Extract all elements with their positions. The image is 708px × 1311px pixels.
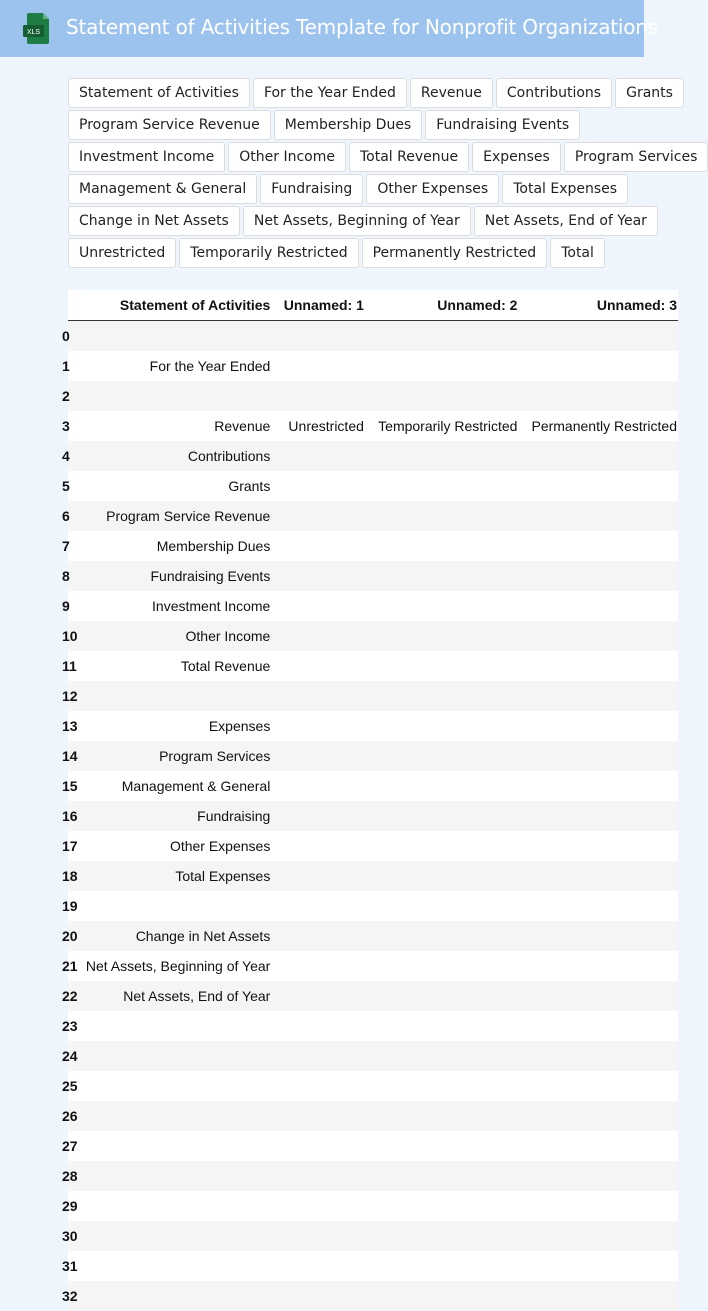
table-cell [271,441,365,471]
tag-row [68,206,688,238]
table-cell [518,621,678,651]
table-row [68,471,678,501]
row-index: 7 [68,531,79,561]
tag-row [68,174,688,206]
table-cell: Membership Dues [79,531,272,561]
table-cell: Fundraising [79,801,272,831]
row-index: 25 [68,1071,79,1101]
keyword-tag[interactable]: Net Assets, End of Year [474,206,658,236]
table-row [68,351,678,381]
column-header: Unnamed: 1 [271,290,365,321]
row-index: 13 [68,711,79,741]
keyword-tag[interactable]: Other Income [228,142,346,172]
excel-file-icon [23,13,49,44]
row-index: 27 [68,1131,79,1161]
table-cell [271,531,365,561]
table-cell [518,831,678,861]
table-row [68,1131,678,1161]
table-cell: Net Assets, Beginning of Year [79,951,272,981]
table-cell: Program Service Revenue [79,501,272,531]
table-cell [79,1191,272,1221]
column-header: Statement of Activities [79,290,272,321]
table-cell [365,381,519,411]
table-cell [365,531,519,561]
table-cell: Unrestricted [271,411,365,441]
table-cell [365,441,519,471]
table-header-row [68,290,678,321]
table-cell [271,951,365,981]
table-cell [271,501,365,531]
keyword-tag[interactable]: Temporarily Restricted [179,238,358,268]
row-index: 3 [68,411,79,441]
table-row [68,891,678,921]
table-cell [518,381,678,411]
table-cell [518,1281,678,1311]
table-cell [518,531,678,561]
table-cell [365,1191,519,1221]
title-bar [0,0,644,57]
keyword-tag[interactable]: Grants [615,78,684,108]
table-cell [518,1041,678,1071]
table-cell: Total Expenses [79,861,272,891]
table-cell: Temporarily Restricted [365,411,519,441]
table-cell [271,1011,365,1041]
table-cell [79,1071,272,1101]
row-index: 8 [68,561,79,591]
table-cell [365,981,519,1011]
table-cell [79,1161,272,1191]
table-cell [271,771,365,801]
table-cell [271,561,365,591]
tag-row [68,142,688,174]
keyword-tag[interactable]: Other Expenses [366,174,499,204]
table-row [68,1071,678,1101]
table-cell [518,861,678,891]
table-cell [518,771,678,801]
table-cell [365,801,519,831]
table-row [68,951,678,981]
table-cell: Program Services [79,741,272,771]
table-cell [271,1281,365,1311]
table-cell [271,681,365,711]
table-cell [518,801,678,831]
table-cell [365,1221,519,1251]
table-cell [365,471,519,501]
row-index: 12 [68,681,79,711]
table-cell [518,651,678,681]
row-index: 31 [68,1251,79,1281]
table-cell [518,1221,678,1251]
table-cell [365,891,519,921]
table-cell [518,681,678,711]
table-cell [271,861,365,891]
table-cell [365,951,519,981]
data-table [68,290,678,1311]
table-cell [271,831,365,861]
table-cell [271,801,365,831]
table-cell [365,1011,519,1041]
keyword-tag[interactable]: Unrestricted [68,238,176,268]
table-cell: Total Revenue [79,651,272,681]
table-cell [271,741,365,771]
table-cell [518,711,678,741]
table-cell [79,1011,272,1041]
table-row [68,1161,678,1191]
table-cell [271,981,365,1011]
table-cell [365,561,519,591]
keyword-tag[interactable]: Total Expenses [502,174,628,204]
table-cell: Change in Net Assets [79,921,272,951]
keyword-tag[interactable]: Statement of Activities [68,78,250,108]
table-cell [518,351,678,381]
table-cell [518,471,678,501]
page-title: Statement of Activities Template for Nonprofit Organizations [66,15,658,39]
table-cell [365,831,519,861]
table-cell [271,591,365,621]
table-cell [79,321,272,352]
table-cell [271,891,365,921]
table-cell [79,1281,272,1311]
table-row [68,681,678,711]
row-index: 0 [68,321,79,352]
table-cell [518,1131,678,1161]
tag-row [68,110,688,142]
table-cell [79,1041,272,1071]
table-row [68,531,678,561]
table-cell [365,861,519,891]
table-cell [79,1221,272,1251]
table-cell [365,771,519,801]
table-row [68,1251,678,1281]
row-index: 1 [68,351,79,381]
table-body [68,321,678,1311]
table-cell [271,1221,365,1251]
table-cell [271,921,365,951]
table-cell [518,1161,678,1191]
table-row [68,1281,678,1311]
keyword-tags [68,78,688,270]
table-cell [365,921,519,951]
keyword-tag[interactable]: Expenses [472,142,561,172]
table-cell [271,1041,365,1071]
row-index: 29 [68,1191,79,1221]
table-row [68,651,678,681]
table-cell [365,1251,519,1281]
keyword-tag[interactable]: Revenue [410,78,493,108]
table-row [68,501,678,531]
excel-icon-label: XLS [27,29,41,36]
keyword-tag[interactable]: Program Service Revenue [68,110,271,140]
table-cell: Revenue [79,411,272,441]
table-cell [518,1071,678,1101]
keyword-tag[interactable]: Total [550,238,605,268]
table-cell [79,1101,272,1131]
table-cell [271,471,365,501]
table-cell: Management & General [79,771,272,801]
row-index: 2 [68,381,79,411]
table-cell: For the Year Ended [79,351,272,381]
table-cell: Grants [79,471,272,501]
keyword-tag[interactable]: Net Assets, Beginning of Year [243,206,471,236]
row-index: 16 [68,801,79,831]
column-header: Unnamed: 3 [518,290,678,321]
table-cell: Contributions [79,441,272,471]
table-cell [79,891,272,921]
row-index: 24 [68,1041,79,1071]
row-index: 20 [68,921,79,951]
row-index: 14 [68,741,79,771]
table-row [68,561,678,591]
table-cell [271,351,365,381]
table-cell [518,441,678,471]
keyword-tag[interactable]: Fundraising Events [425,110,580,140]
table-row [68,711,678,741]
row-index: 32 [68,1281,79,1311]
row-index: 28 [68,1161,79,1191]
table-row [68,831,678,861]
table-cell [365,1281,519,1311]
row-index: 11 [68,651,79,681]
table-row [68,591,678,621]
table-cell [518,321,678,352]
table-cell [79,681,272,711]
data-table-container[interactable] [68,290,678,1292]
table-row [68,1221,678,1251]
table-cell: Other Expenses [79,831,272,861]
table-cell [518,591,678,621]
row-index: 5 [68,471,79,501]
table-row [68,381,678,411]
table-cell: Net Assets, End of Year [79,981,272,1011]
table-cell [365,651,519,681]
row-index: 22 [68,981,79,1011]
table-cell [365,711,519,741]
table-cell [271,321,365,352]
keyword-tag[interactable]: Change in Net Assets [68,206,240,236]
row-index: 17 [68,831,79,861]
table-row [68,321,678,352]
table-cell [271,1191,365,1221]
table-cell [518,921,678,951]
table-cell [518,951,678,981]
row-index: 30 [68,1221,79,1251]
table-cell [365,351,519,381]
table-cell [271,651,365,681]
row-index: 23 [68,1011,79,1041]
table-cell [271,381,365,411]
table-row [68,1191,678,1221]
table-cell [79,1251,272,1281]
row-index: 10 [68,621,79,651]
table-cell [365,591,519,621]
table-cell [365,1071,519,1101]
table-row [68,621,678,651]
row-index: 9 [68,591,79,621]
keyword-tag[interactable]: Contributions [496,78,612,108]
table-cell [271,1101,365,1131]
table-cell [365,681,519,711]
table-cell [79,1131,272,1161]
table-cell [271,711,365,741]
index-header [68,290,79,321]
table-cell [271,1071,365,1101]
row-index: 18 [68,861,79,891]
row-index: 6 [68,501,79,531]
table-cell [518,501,678,531]
table-row [68,771,678,801]
row-index: 26 [68,1101,79,1131]
table-cell [518,1191,678,1221]
row-index: 15 [68,771,79,801]
table-cell [365,1101,519,1131]
table-cell [518,561,678,591]
keyword-tag[interactable]: Total Revenue [349,142,469,172]
table-row [68,1041,678,1071]
table-cell [365,321,519,352]
keyword-tag[interactable]: Permanently Restricted [362,238,548,268]
row-index: 19 [68,891,79,921]
keyword-tag[interactable]: Membership Dues [274,110,423,140]
keyword-tag[interactable]: Program Services [564,142,708,172]
table-cell [365,741,519,771]
table-cell [365,1161,519,1191]
table-cell [518,1251,678,1281]
table-cell [365,501,519,531]
table-cell [271,1251,365,1281]
table-row [68,981,678,1011]
table-cell [365,1041,519,1071]
keyword-tag[interactable]: For the Year Ended [253,78,407,108]
keyword-tag[interactable]: Fundraising [260,174,363,204]
table-row [68,741,678,771]
table-cell: Other Income [79,621,272,651]
keyword-tag[interactable]: Investment Income [68,142,225,172]
table-cell: Investment Income [79,591,272,621]
table-cell [518,1011,678,1041]
table-row [68,1101,678,1131]
table-cell [518,891,678,921]
table-cell [518,1101,678,1131]
column-header: Unnamed: 2 [365,290,519,321]
table-cell: Permanently Restricted [518,411,678,441]
table-row [68,411,678,441]
table-cell [271,621,365,651]
table-cell [518,981,678,1011]
table-row [68,441,678,471]
table-row [68,1011,678,1041]
table-cell [271,1161,365,1191]
tag-row [68,238,688,270]
table-cell [518,741,678,771]
keyword-tag[interactable]: Management & General [68,174,257,204]
row-index: 4 [68,441,79,471]
table-cell [79,381,272,411]
row-index: 21 [68,951,79,981]
table-row [68,801,678,831]
table-cell: Fundraising Events [79,561,272,591]
table-cell: Expenses [79,711,272,741]
table-cell [365,621,519,651]
tag-row [68,78,688,110]
table-cell [365,1131,519,1161]
table-row [68,861,678,891]
table-cell [271,1131,365,1161]
table-row [68,921,678,951]
